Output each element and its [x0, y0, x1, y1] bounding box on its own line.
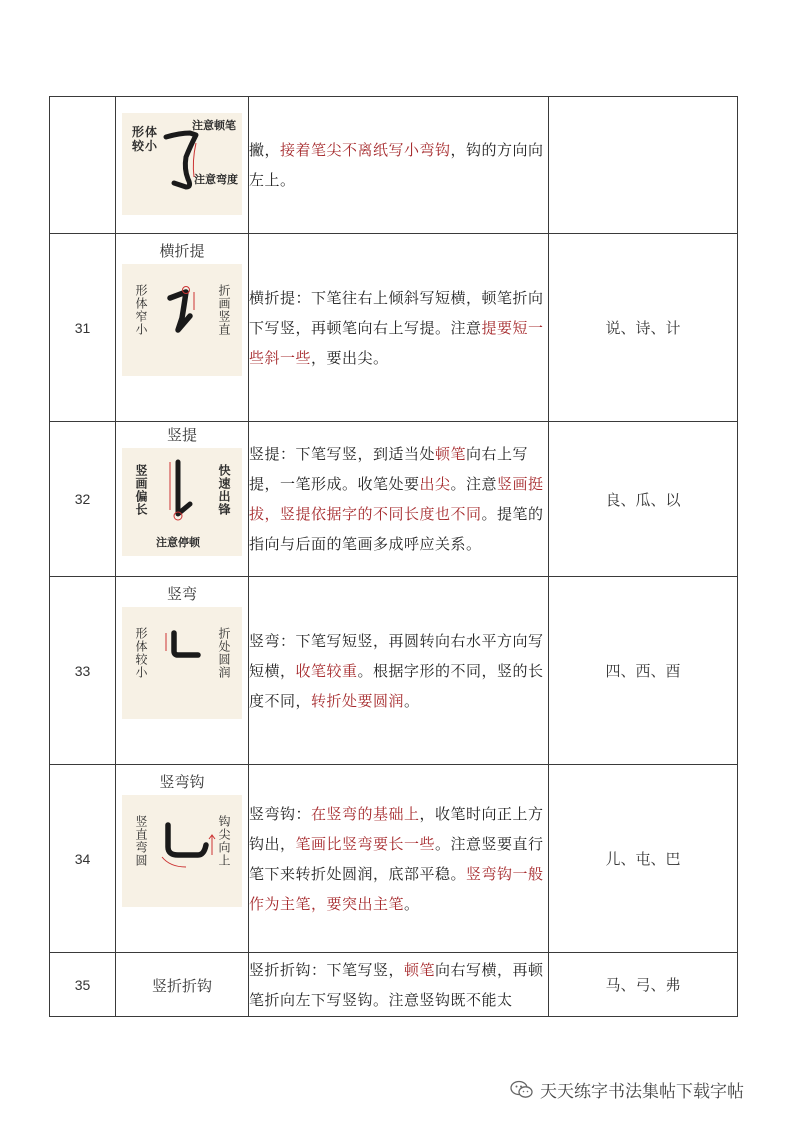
- card-left-text: 形体较小: [134, 627, 148, 679]
- desc-part: 竖折折钩：下笔写竖，: [249, 960, 405, 979]
- stroke-card: [122, 264, 242, 376]
- stroke-image-cell: [116, 765, 249, 953]
- desc-part: 。: [404, 894, 420, 913]
- card-left-text: 竖直弯圆: [134, 815, 148, 867]
- card-right-text: 钩尖向上: [217, 815, 231, 867]
- stroke-glyph-icon: [122, 264, 242, 376]
- desc-highlight: 顿笔: [404, 960, 436, 979]
- stroke-glyph-icon: [122, 795, 242, 907]
- desc-part: 。注意: [450, 475, 498, 493]
- example-chars: 马、弓、弗: [549, 953, 738, 1017]
- card-left-text: 形体较小: [132, 125, 159, 153]
- stroke-description: [249, 577, 549, 765]
- row-number: 31: [50, 234, 116, 422]
- desc-highlight: 收笔较重: [295, 661, 358, 680]
- row-number: 33: [50, 577, 116, 765]
- desc-highlight: 顿笔: [435, 445, 467, 463]
- stroke-card: [122, 795, 242, 907]
- desc-part: 向右上写提，一笔形成。收笔处要: [249, 445, 529, 493]
- desc-highlight: 转折处要圆润: [311, 691, 405, 710]
- wechat-icon: [510, 1080, 534, 1100]
- desc-part: ，钩的方向向左上。: [249, 141, 544, 189]
- desc-highlight: 接着笔尖不离纸写小弯钩: [280, 141, 451, 159]
- desc-highlight: 竖弯钩一般作为主笔，要突出主笔: [249, 864, 544, 913]
- stroke-card: [122, 607, 242, 719]
- stroke-description: [249, 97, 549, 234]
- card-right-text: 折处圆润: [217, 627, 231, 679]
- stroke-description: [249, 422, 549, 577]
- example-chars: 四、西、酉: [549, 577, 738, 765]
- desc-part: ，收笔时向正上方钩出，: [249, 804, 544, 853]
- watermark-footer: [510, 1077, 744, 1102]
- stroke-image-cell: [116, 422, 249, 577]
- desc-part: 竖提：下笔写竖，到适当处: [249, 445, 436, 463]
- desc-highlight: 出尖: [419, 475, 451, 493]
- row-number: 32: [50, 422, 116, 577]
- row-number: [50, 97, 116, 234]
- stroke-glyph-icon: [122, 113, 242, 215]
- stroke-glyph-icon: [122, 607, 242, 719]
- desc-part: 向右写横，再顿笔折向左下写竖钩。注意竖钩既不能太: [249, 960, 544, 1009]
- stroke-name: 竖提: [166, 426, 197, 444]
- stroke-name: 竖弯: [166, 585, 197, 603]
- card-left-text: 竖画偏长: [134, 464, 148, 516]
- example-chars: 良、瓜、以: [549, 422, 738, 577]
- example-chars: 儿、屯、巴: [549, 765, 738, 953]
- stroke-name: 横折提: [159, 242, 205, 260]
- stroke-name: 竖弯钩: [159, 773, 205, 791]
- table-row: [50, 234, 738, 422]
- stroke-image-cell: [116, 234, 249, 422]
- stroke-image-cell: [116, 97, 249, 234]
- table-row: [50, 953, 738, 1017]
- stroke-name: 竖折折钩: [151, 976, 212, 995]
- desc-part: ，要出尖。: [311, 348, 389, 367]
- desc-part: 。: [404, 691, 420, 710]
- card-top-text: 注意顿笔: [192, 119, 236, 132]
- stroke-card: [122, 448, 242, 556]
- stroke-description: [249, 953, 549, 1017]
- table-row: [50, 422, 738, 577]
- stroke-image-cell: [116, 953, 249, 1017]
- example-chars: [549, 97, 738, 234]
- stroke-image-cell: [116, 577, 249, 765]
- card-left-text: 形体窄小: [134, 284, 148, 336]
- desc-part: 。根据字形的不同，竖的长度不同，: [249, 661, 544, 710]
- desc-part: 竖弯钩：: [249, 804, 312, 823]
- stroke-table: [49, 96, 738, 1017]
- card-bottom-text: 注意停顿: [156, 536, 200, 549]
- card-bottom-text: 注意弯度: [194, 173, 238, 186]
- desc-part: 撇，: [249, 141, 281, 159]
- desc-highlight: 在竖弯的基础上: [311, 804, 420, 823]
- example-chars: 说、诗、计: [549, 234, 738, 422]
- card-right-text: 快速出锋: [217, 464, 231, 516]
- desc-part: 。提笔的指向与后面的笔画多成呼应关系。: [249, 505, 544, 553]
- table-row: [50, 577, 738, 765]
- desc-part: 竖弯：下笔写短竖，再圆转向右水平方向写短横，: [249, 631, 544, 680]
- row-number: 35: [50, 953, 116, 1017]
- desc-highlight: 笔画比竖弯要长一些: [295, 834, 436, 853]
- stroke-description: [249, 765, 549, 953]
- stroke-glyph-icon: [122, 448, 242, 556]
- row-number: 34: [50, 765, 116, 953]
- stroke-description: [249, 234, 549, 422]
- card-right-text: 折画竖直: [217, 284, 231, 336]
- desc-highlight: 竖画挺拔，竖提依据字的不同长度也不同: [249, 475, 544, 523]
- desc-part: 横折提：下笔往右上倾斜写短横，顿笔折向下写竖，再顿笔向右上写提。注意: [249, 288, 544, 337]
- footer-text: 天天练字书法集帖下载字帖: [540, 1082, 744, 1102]
- desc-highlight: 提要短一些斜一些: [249, 318, 544, 367]
- desc-part: 。注意竖要直行笔下来转折处圆润，底部平稳。: [249, 834, 544, 883]
- table-row: [50, 765, 738, 953]
- table-row: [50, 97, 738, 234]
- stroke-card: [122, 113, 242, 215]
